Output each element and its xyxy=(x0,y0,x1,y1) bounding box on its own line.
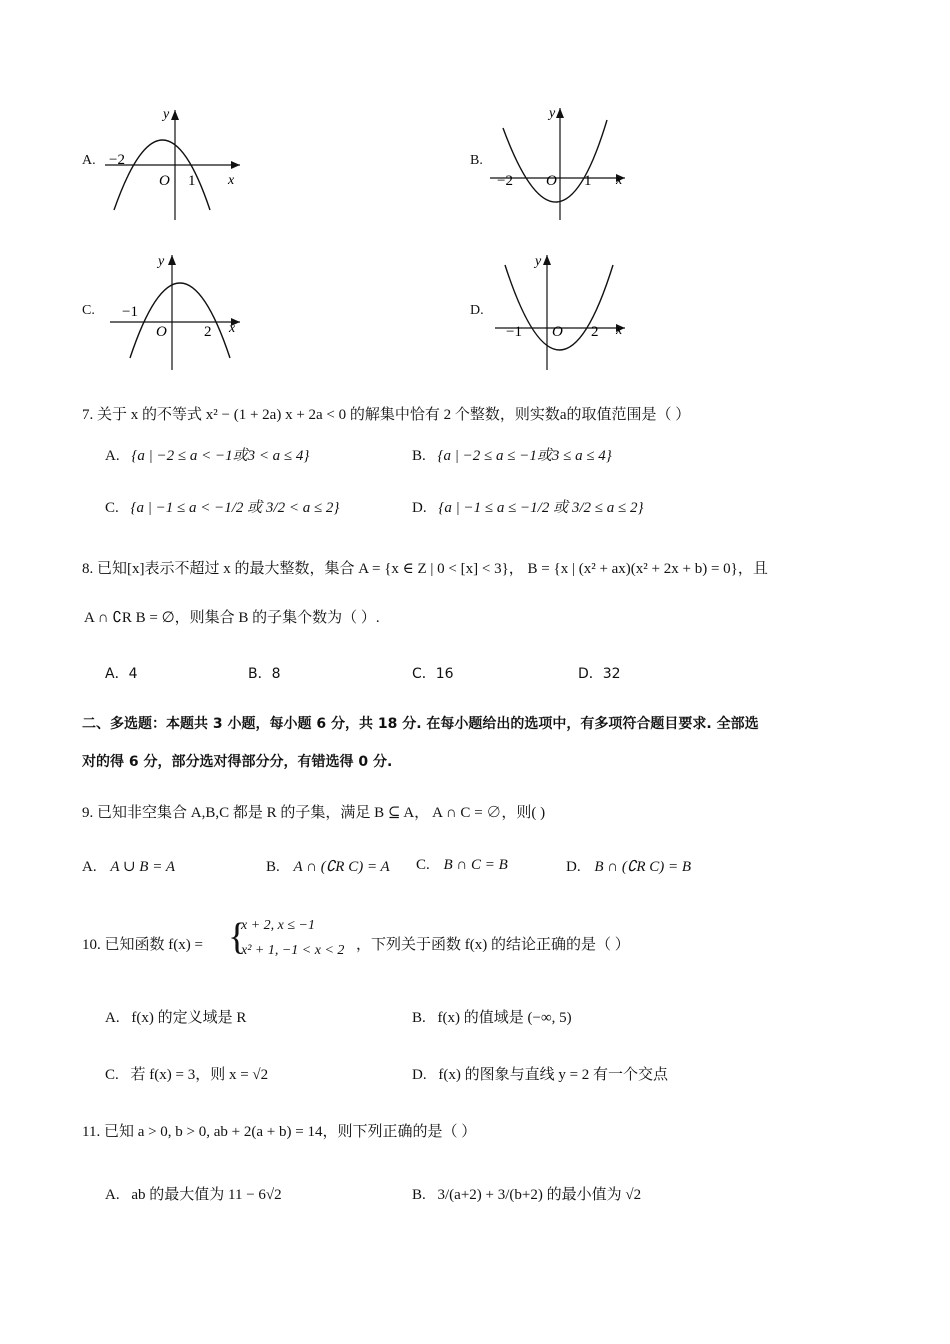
q9-option-a-label: A. xyxy=(82,859,97,875)
section2-line1: 二、多选题：本题共 3 小题，每小题 6 分，共 18 分. 在每小题给出的选项中，有多项符合题目要求. 全部选 xyxy=(82,716,759,732)
graph-b-tick-neg: −2 xyxy=(497,173,513,189)
q7-option-b-text: {a | −2 ≤ a ≤ −1或3 ≤ a ≤ 4} xyxy=(437,448,612,464)
graph-d-tick-neg: −1 xyxy=(506,324,522,340)
q10-option-c xyxy=(105,1063,268,1084)
graph-d-origin: O xyxy=(552,324,563,340)
q7-option-a-text: {a | −2 ≤ a < −1或3 < a ≤ 4} xyxy=(131,448,310,464)
q7-option-b-label: B. xyxy=(412,448,426,464)
graph-a-tick-neg: −2 xyxy=(109,152,125,168)
q10-option-d-label: D. xyxy=(412,1067,427,1083)
graph-c-y-label: y xyxy=(158,254,165,269)
q10-option-d-text: f(x) 的图象与直线 y = 2 有一个交点 xyxy=(438,1067,669,1083)
graph-a-tick-pos: 1 xyxy=(188,173,196,189)
q11-option-a-text: ab 的最大值为 11 − 6√2 xyxy=(131,1187,282,1203)
graph-c xyxy=(100,250,250,379)
q7-option-a-label: A. xyxy=(105,448,120,464)
q10-option-b-label: B. xyxy=(412,1010,426,1026)
q8-option-c: C．16 xyxy=(412,666,454,682)
q11-option-b xyxy=(412,1183,641,1204)
q7-option-d-label: D. xyxy=(412,500,427,516)
q7-option-d xyxy=(412,496,643,517)
graph-a-origin: O xyxy=(159,173,170,189)
graph-b xyxy=(485,100,635,229)
q11-stem: 11. 已知 a > 0, b > 0, ab + 2(a + b) = 14，则下列正确的是（ ） xyxy=(82,1124,477,1140)
graph-d xyxy=(485,250,635,379)
q11-option-a xyxy=(105,1183,282,1204)
q10-option-a xyxy=(105,1006,246,1027)
q11-option-b-text: 3/(a+2) + 3/(b+2) 的最小值为 √2 xyxy=(437,1187,642,1203)
q10-option-b xyxy=(412,1006,572,1027)
q10-brace: { xyxy=(228,916,247,958)
q8-option-a: A．4 xyxy=(105,666,138,682)
q9-option-b xyxy=(266,857,390,876)
q10-suffix: ，下列关于函数 f(x) 的结论正确的是（ ） xyxy=(356,937,630,953)
q11-option-a-label: A. xyxy=(105,1187,120,1203)
q9-option-d xyxy=(566,857,691,876)
q9-option-b-label: B. xyxy=(266,859,280,875)
graph-d-tick-pos: 2 xyxy=(591,324,599,340)
graph-a-label: A. xyxy=(82,153,96,168)
q9-option-b-text: A ∩ (∁R C) = A xyxy=(293,859,390,875)
q7-stem: 7. 关于 x 的不等式 x² − (1 + 2a) x + 2a < 0 的解集中恰有 2 个整数，则实数a的取值范围是（ ） xyxy=(82,407,691,423)
graph-a xyxy=(100,100,250,229)
q10-option-b-text: f(x) 的值域是 (−∞, 5) xyxy=(437,1010,572,1026)
q7-option-a xyxy=(105,444,309,465)
q9-option-c xyxy=(416,857,508,874)
q10-case1: x + 2, x ≤ −1 xyxy=(241,918,316,933)
q7-option-c-text: {a | −1 ≤ a < −1/2 或 3/2 < a ≤ 2} xyxy=(130,500,340,516)
graph-c-tick-pos: 2 xyxy=(204,324,212,340)
q9-stem: 9. 已知非空集合 A,B,C 都是 R 的子集，满足 B ⊆ A， A ∩ C = ∅，则( ) xyxy=(82,805,546,821)
q7-option-c xyxy=(105,496,339,517)
q10-option-c-label: C. xyxy=(105,1067,119,1083)
q8-option-b: B．8 xyxy=(248,666,281,682)
graph-b-x-label: x xyxy=(616,173,623,188)
graph-b-label: B. xyxy=(470,153,483,168)
q9-option-c-label: C. xyxy=(416,857,430,873)
graph-b-y-label: y xyxy=(549,106,556,121)
section2-line2: 对的得 6 分，部分选对得部分分，有错选得 0 分. xyxy=(82,754,393,770)
graph-b-origin: O xyxy=(546,173,557,189)
q9-option-c-text: B ∩ C = B xyxy=(443,857,508,873)
q9-option-d-text: B ∩ (∁R C) = B xyxy=(594,859,692,875)
q9-option-a xyxy=(82,857,175,876)
q10-option-a-text: f(x) 的定义域是 R xyxy=(131,1010,247,1026)
q11-option-b-label: B. xyxy=(412,1187,426,1203)
q10-option-c-text: 若 f(x) = 3，则 x = √2 xyxy=(130,1067,269,1083)
q7-option-c-label: C. xyxy=(105,500,119,516)
q7-option-b xyxy=(412,444,612,465)
graph-c-label: C. xyxy=(82,303,95,318)
q9-option-d-label: D. xyxy=(566,859,581,875)
q8-line2: A ∩ ∁R B = ∅，则集合 B 的子集个数为（ ）. xyxy=(84,610,380,626)
q7-option-d-text: {a | −1 ≤ a ≤ −1/2 或 3/2 ≤ a ≤ 2} xyxy=(438,500,644,516)
q10-option-d xyxy=(412,1063,668,1084)
graph-d-x-label: x xyxy=(616,323,623,338)
graph-d-label: D. xyxy=(470,303,484,318)
graph-a-y-label: y xyxy=(163,107,170,122)
q8-option-d: D．32 xyxy=(578,666,621,682)
graph-d-y-label: y xyxy=(535,254,542,269)
q10-option-a-label: A. xyxy=(105,1010,120,1026)
graph-c-tick-neg: −1 xyxy=(122,304,138,320)
q10-prefix: 10. 已知函数 f(x) = xyxy=(82,937,203,953)
q9-option-a-text: A ∪ B = A xyxy=(110,859,175,875)
graph-c-x-label: x xyxy=(229,321,236,336)
graph-a-x-label: x xyxy=(228,173,235,188)
q10-case2: x² + 1, −1 < x < 2 xyxy=(241,943,345,958)
q8-line1: 8. 已知[x]表示不超过 x 的最大整数，集合 A = {x ∈ Z | 0 < [x] < 3}， B = {x | (x² + ax)(x² + 2x + b) = 0}，且 xyxy=(82,561,768,577)
graph-c-origin: O xyxy=(156,324,167,340)
graph-b-tick-pos: 1 xyxy=(584,173,592,189)
